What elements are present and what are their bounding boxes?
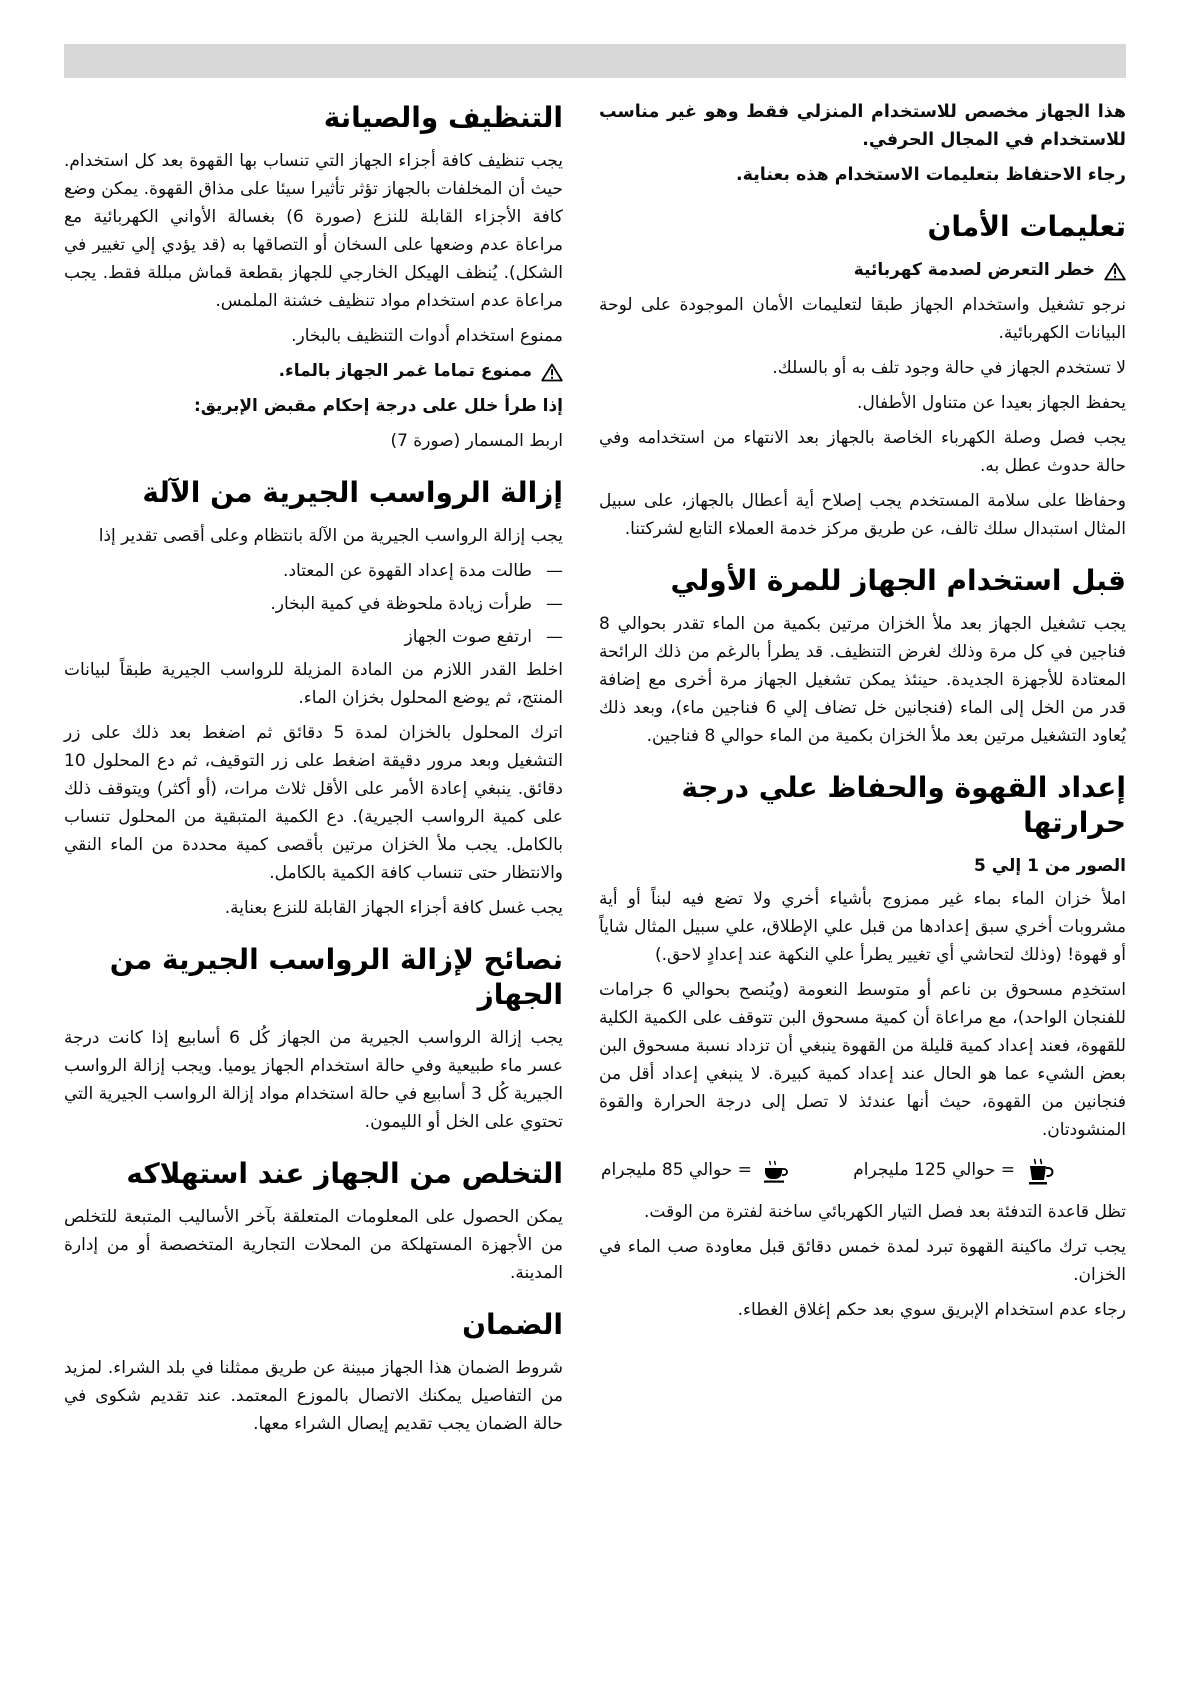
warranty-paragraph: شروط الضمان هذا الجهاز مبينة عن طريق ممثلنا في بلد الشراء. لمزيد من التفاصيل يمكنك الاتصال بالموزع المعتمد. عند تقديم شكوى في حالة الضمان يجب تقديم إيصال الشراء معها. [64, 1358, 563, 1434]
cleaning-heading: التنظيف والصيانة [323, 101, 563, 134]
coffee-preparation-section [599, 770, 1126, 1324]
measure-pot [853, 1156, 1054, 1184]
content [64, 98, 1126, 1445]
coffee-pot-icon [1024, 1158, 1054, 1186]
descaling-mix-paragraph: اخلط القدر اللازم من المادة المزيلة للرواسب الجيرية طبقاً لبيانات المنتج، ثم يوضع المحلول بخزان الماء. [64, 660, 563, 708]
handle-note: إذا طرأ خلل على درجة إحكام مقبض الإبريق: [193, 396, 563, 416]
safety-section [599, 209, 1126, 543]
column-left [64, 98, 563, 1445]
cleaning-paragraph: يجب تنظيف كافة أجزاء الجهاز التي تنساب بها القهوة بعد كل استخدام. حيث أن المخلفات بالجهاز تؤثر تأثيرا سيئا على مذاق القهوة. يمكن وضع كافة الأجزاء القابلة للنزع (صورة 6) بغسالة الأواني الكهربائية مع مراعاة عدم وضعها على السخان أو التصاقها به (قد يؤدي إلي تغيير في الشكل). يُنظف الهيكل الخارجي للجهاز بقطعة قماش مبللة فقط. يجب مراعاة عدم استخدام مواد تنظيف خشنة الملمس. [64, 151, 564, 311]
descaling-tips-heading: نصائح لإزالة الرواسب الجيرية من الجهاز [109, 943, 563, 1011]
intro-line-1: هذا الجهاز مخصص للاستخدام المنزلي فقط وهو غير مناسب للاستخدام في المجال الحرفي. [599, 102, 1126, 150]
column-right [599, 98, 1126, 1445]
header-bar [64, 44, 1126, 78]
hotplate-paragraph: تظل قاعدة التدفئة بعد فصل التيار الكهربائي ساخنة لفترة من الوقت. [644, 1202, 1126, 1222]
warning-triangle-icon [1104, 262, 1126, 281]
descaling-list-item-text: ارتفع صوت الجهاز [404, 627, 532, 647]
electric-shock-warning [599, 256, 1126, 284]
measure-pot-text: = حوالي 125 مليجرام [853, 1160, 1015, 1180]
safety-paragraph: لا تستخدم الجهاز في حالة وجود تلف به أو بالسلك. [772, 358, 1126, 378]
immersion-warning-text: ممنوع تماما غمر الجهاز بالماء. [278, 361, 532, 381]
fill-tank-paragraph: املأ خزان الماء بماء غير ممزوج بأشياء أخري ولا تضع فيه لبناً أو أية مشروبات أخري سبق إعدادها من قبل علي الإطلاق، علي سبيل المثال شاياً أو قهوة! (وذلك لتحاشي أي تغيير يطرأ علي النكهة عند إعدادٍ لاحق.) [599, 889, 1126, 965]
disposal-section [64, 1156, 563, 1287]
safety-heading: تعليمات الأمان [927, 210, 1126, 243]
descaling-wash-paragraph: يجب غسل كافة أجزاء الجهاز القابلة للنزع بعناية. [224, 898, 563, 918]
dash-marker: — [546, 627, 563, 647]
electric-shock-warning-text: خطر التعرض لصدمة كهربائية [853, 260, 1095, 280]
descaling-list-item-text: طرأت زيادة ملحوظة في كمية البخار. [270, 594, 532, 614]
descaling-list-item [64, 590, 563, 618]
steam-cleaner-paragraph: ممنوع استخدام أدوات التنظيف بالبخار. [291, 326, 563, 346]
warranty-section [64, 1307, 563, 1438]
descaling-list-item [64, 557, 563, 585]
before-first-use-section [599, 563, 1126, 750]
before-first-use-paragraph: يجب تشغيل الجهاز بعد ملأ الخزان مرتين بكمية من الماء تقدر بحوالي 8 فناجين في كل مرة وذلك لغرض التنظيف. قد يطرأ بالرغم من ذلك الرائحة المعتادة للأجهزة الجديدة. حينئذ يمكن تشغيل الجهاز مرة أخرى مع إضافة قدر من الخل إلى الماء (فنجانين خل تضاف إلي 6 فناجين ماء)، وبعد ذلك يُعاود التشغيل مرتين بعد ملأ الخزان بكمية من الماء حوالي 8 فناجين. [599, 614, 1126, 746]
coffee-powder-paragraph: استخدِم مسحوق بن ناعم أو متوسط النعومة (ويُنصح بحوالي 6 جرامات للفنجان الواحد)، مع مراعاة أن كمية مسحوق البن تتوقف على الكمية الكلية للقهوة، فعند إعداد كمية قليلة من القهوة ينبغي أن تزداد نسبة مسحوق البن بعض الشيء عما هو الحال عند إعداد كمية كبيرة. لا ينبغي إعداد أقل من فنجانين من القهوة، حيث أنها عندئذ لا تصل إلى درجة الحرارة والقوة المنشودتان. [599, 980, 1126, 1140]
descaling-tips-section [64, 942, 563, 1136]
disposal-paragraph: يمكن الحصول على المعلومات المتعلقة بآخر الأساليب المتبعة للتخلص من الأجهزة المستهلكة من المحلات التجارية المتخصصة أو من إدارة المدينة. [64, 1207, 563, 1283]
figures-reference: الصور من 1 إلي 5 [973, 856, 1126, 876]
coffee-preparation-heading: إعداد القهوة والحفاظ علي درجة حرارتها [681, 771, 1126, 839]
disposal-heading: التخلص من الجهاز عند استهلاكه [126, 1157, 563, 1190]
safety-paragraph: وحفاظا على سلامة المستخدم يجب إصلاح أية أعطال بالجهاز، على سبيل المثال استبدال سلك تالف، عن طريق مركز خدمة العملاء التابع لشركتنا. [599, 491, 1126, 539]
immersion-warning [64, 357, 563, 385]
dash-marker: — [546, 561, 563, 581]
before-first-use-heading: قبل استخدام الجهاز للمرة الأولي [670, 564, 1126, 597]
descaling-intro: يجب إزالة الرواسب الجيرية من الآلة بانتظام وعلى أقصى تقدير إذا [98, 526, 563, 546]
descaling-tips-paragraph: يجب إزالة الرواسب الجيرية من الجهاز كُل 6 أسابيع إذا كانت درجة عسر ماء طبيعية وفي حالة استخدام الجهاز يوميا. ويجب إزالة الرواسب الجيرية كُل 3 أسابيع في حالة استخدام مواد إزالة الرواسب الجيرية التي تحتوي على الخل أو الليمون. [64, 1028, 563, 1132]
caffeine-measure-row [599, 1156, 1126, 1184]
warranty-heading: الضمان [462, 1308, 563, 1341]
measure-cup-text: = حوالي 85 مليجرام [601, 1160, 752, 1180]
descaling-list-item-text: طالت مدة إعداد القهوة عن المعتاد. [283, 561, 532, 581]
intro-line-2: رجاء الاحتفاظ بتعليمات الاستخدام هذه بعناية. [735, 165, 1126, 185]
descaling-section [64, 475, 563, 922]
screw-paragraph: اربط المسمار (صورة 7) [390, 431, 563, 451]
cleaning-section [64, 100, 563, 455]
descaling-process-paragraph: اترك المحلول بالخزان لمدة 5 دقائق ثم اضغط بعد ذلك على زر التشغيل وبعد مرور دقيقة اضغط على زر التوقيف، ثم دع المحلول 10 دقائق. ينبغي إعادة الأمر على الأقل ثلاث مرات، (أو أكثر) ويتوقف ذلك على كمية الرواسب الجيرية). دع الكمية المتبقية من المحلول تنساب بالكامل. يجب ملأ الخزان مرتين بأقصى كمية محددة من الماء النقي والانتظار حتى تنساب كافة الكمية بالكامل. [64, 723, 563, 883]
safety-paragraph: يجب فصل وصلة الكهرباء الخاصة بالجهاز بعد الانتهاء من استخدامه وفي حالة حدوث عطل به. [599, 428, 1126, 476]
descaling-list-item [64, 623, 563, 651]
cooldown-paragraph: يجب ترك ماكينة القهوة تبرد لمدة خمس دقائق قبل معاودة صب الماء في الخزان. [599, 1237, 1126, 1285]
warning-triangle-icon [541, 363, 563, 382]
descaling-heading: إزالة الرواسب الجيرية من الآلة [142, 476, 563, 509]
dash-marker: — [546, 594, 563, 614]
safety-paragraph: يحفظ الجهاز بعيدا عن متناول الأطفال. [857, 393, 1126, 413]
coffee-cup-icon [761, 1160, 788, 1184]
safety-paragraph: نرجو تشغيل واستخدام الجهاز طبقا لتعليمات الأمان الموجودة على لوحة البيانات الكهربائية. [599, 295, 1126, 343]
lid-paragraph: رجاء عدم استخدام الإبريق سوي بعد حكم إغلاق الغطاء. [737, 1300, 1126, 1320]
measure-cup [601, 1158, 788, 1182]
